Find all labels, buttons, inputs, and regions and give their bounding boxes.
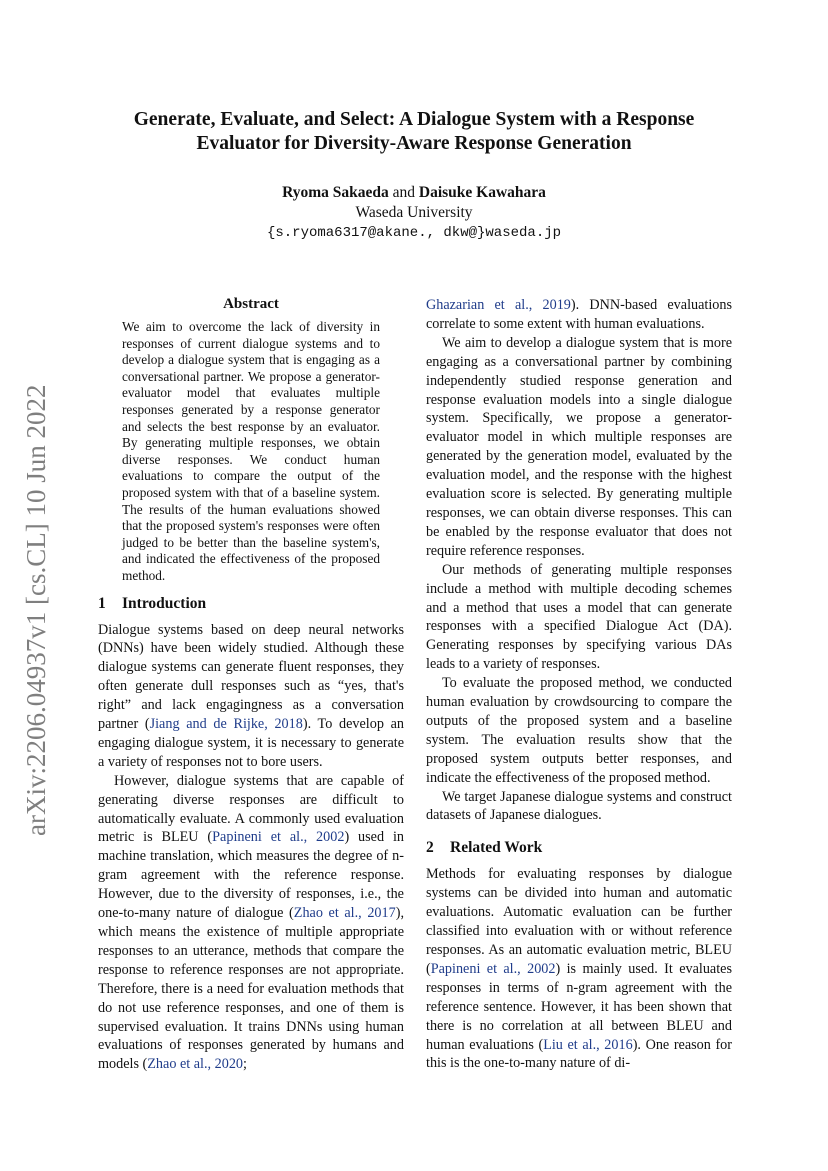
paragraph-intro-5: To evaluate the proposed method, we conducted human evaluation by crowdsourcing to compare the outputs of the proposed system and a baseline system. The evaluation results show that the proposed system outputs better responses, and indicate the effectiveness of the proposed method. [426,675,732,786]
arxiv-identifier: arXiv:2206.04937v1 [cs.CL] 10 Jun 2022 [21,384,51,836]
section-heading-introduction [98,595,404,613]
author-names [100,183,728,203]
citation-link[interactable]: Papineni et al., 2002 [212,829,345,846]
text-run: Dialogue systems based on deep neural networks (DNNs) have been widely studied. Although these dialogue systems can generate fluent responses, they often generate dull responses such as “yes, that's right” and lack engagingness as a conversation partner ( [98,621,404,733]
author-block [100,183,728,243]
citation-link[interactable]: Ghazarian et al., 2019 [426,297,571,313]
citation-link[interactable]: Zhao et al., 2017 [293,905,396,922]
text-run: However, dialogue systems that are capable of generating diverse responses are difficult to automatically evaluate. A commonly used evaluation metric is BLEU ( [98,772,404,846]
affiliation: Waseda University [355,204,473,221]
citation-link[interactable]: Jiang and de Rijke, 2018 [149,716,303,733]
text-run: ). One reason for this is the one-to-many nature of di- [426,1036,733,1072]
paper-title [100,108,728,156]
text-run: ), which means the existence of multiple appropriate responses to an utterance, methods that compare the response to reference responses are not appropriate. Therefore, there is a need for evaluation methods that do not use reference responses, and one of them is supervised evaluation. It trains DNNs using human evaluations of responses generated by humans and models ( [98,905,404,1073]
abstract-text: We aim to overcome the lack of diversity in responses of current dialogue systems and to develop a dialogue system that is engaging as a conversational partner. We propose a generator-evaluator model that evaluates multiple responses generated by a response generator and selects the best response by an evaluator. By generating multiple responses, we obtain diverse responses. We conduct human evaluations to compare the output of the proposed system with that of a baseline system. The results of the human evaluations showed that the proposed system's responses were often judged to be better than the baseline system's, and indicated the effectiveness of the proposed method. [122,319,380,583]
section-title: Related Work [450,839,543,857]
text-run: ). To develop an engaging dialogue system, it is necessary to generate a variety of responses not to bore users. [98,716,404,770]
paragraph-related-1 [426,865,732,1073]
paragraph-intro-4: Our methods of generating multiple responses include a method with multiple decoding schemes and a method that uses a model that can generate responses with a specified Dialogue Act (DA). Generating responses by specifying various DAs leads to a variety of responses. [426,561,732,673]
paragraph-intro-6: We target Japanese dialogue systems and construct datasets of Japanese dialogues. [426,788,732,824]
citation-link[interactable]: Papineni et al., 2002 [430,960,556,977]
left-column [98,296,404,1074]
text-run: ) used in machine translation, which measures the degree of n-gram agreement with the reference response. However, due to the diversity of responses, i.e., the one-to-many nature of dialogue ( [98,829,404,922]
author-1: Ryoma Sakaeda [282,184,389,201]
title-line-2: Evaluator for Diversity-Aware Response Generation [196,133,632,154]
paragraph-intro-2 [98,772,404,1075]
author-2: Daisuke Kawahara [418,184,546,201]
right-column [426,296,732,1073]
text-run: ). DNN-based evaluations correlate to some extent with human evaluations. [426,297,732,332]
author-email: {s.ryoma6317@akane., dkw@}waseda.jp [266,225,562,241]
text-run: Methods for evaluating responses by dialogue systems can be divided into human and automatic evaluations. Automatic evaluation can be further classified into evaluation with or without reference responses. As an automatic evaluation metric, BLEU ( [426,866,732,977]
section-heading-related-work [426,839,732,857]
text-run: ; [243,1056,247,1073]
paragraph-intro-3: We aim to develop a dialogue system that is more engaging as a conversational partner by combining independently studied response generation and response evaluation models into a single dialogue system. Specifically, we propose a generator-evaluator model in which multiple responses are generated by the generation model, evaluated by the evaluation model, and the response with the highest evaluation score is selected. By generating multiple responses, we can obtain diverse responses. This can be enabled by the response evaluator that does not require reference responses. [426,334,732,559]
author-conjunction: and [392,184,416,201]
section-number: 1 [98,594,106,612]
section-title: Introduction [122,594,207,612]
title-line-1: Generate, Evaluate, and Select: A Dialogue System with a Response [133,109,695,130]
text-run: ) is mainly used. It evaluates responses in terms of n-gram agreement with the reference sentence. However, it has been shown that there is no correlation at all between BLEU and human evaluations ( [426,960,732,1053]
citation-link[interactable]: Liu et al., 2016 [543,1036,633,1053]
abstract-heading: Abstract [223,296,279,312]
section-number: 2 [426,839,434,857]
paragraph-continued [426,296,732,334]
citation-link[interactable]: Zhao et al., 2020 [147,1056,244,1073]
paragraph-intro-1 [98,621,404,772]
